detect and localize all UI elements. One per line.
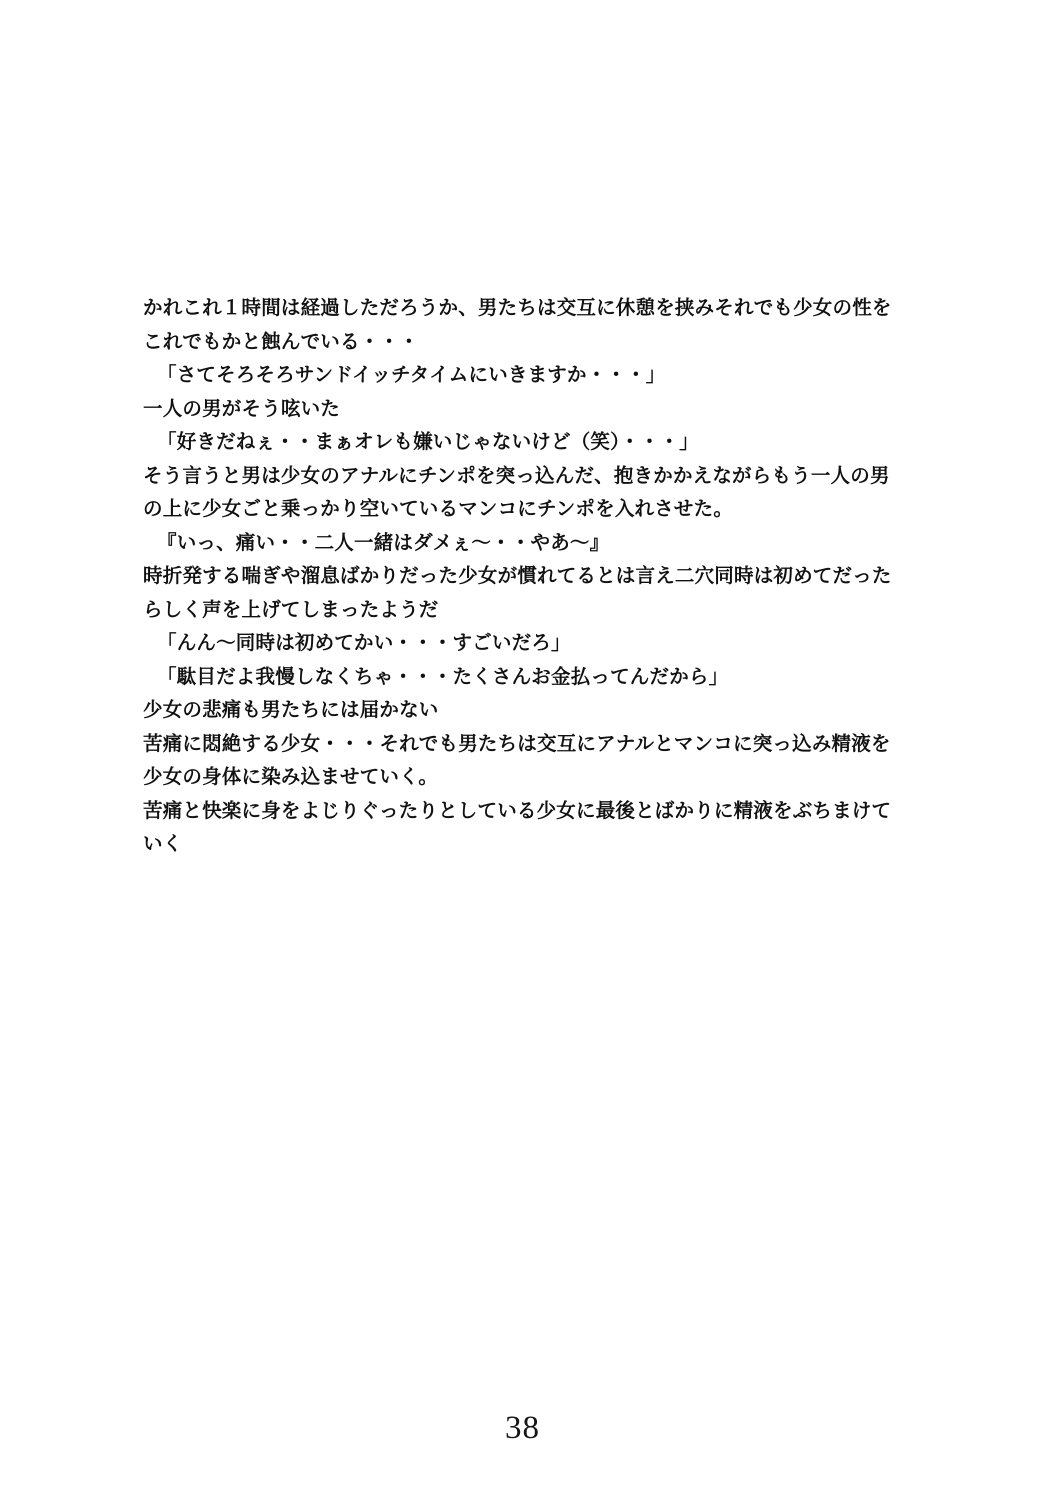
- paragraph: 「好きだねぇ・・まぁオレも嫌いじゃないけど（笑）・・・」: [157, 432, 699, 453]
- paragraph: 少女の悲痛も男たちには届かない: [143, 700, 439, 721]
- page-number: 38: [505, 1410, 540, 1446]
- paragraph: 『いっ、痛い・・二人一緒はダメぇ〜・・やあ〜』: [157, 532, 610, 554]
- paragraph: かれこれ１時間は経過しただろうか、男たちは交互に休憩を挟みそれでも少女の性をこれでもかと蝕んでいる・・・: [143, 298, 892, 353]
- paragraph: 時折発する喘ぎや溜息ばかりだった少女が慣れてるとは言え二穴同時は初めてだったらしく声を上げてしまったようだ: [143, 566, 892, 621]
- paragraph: 苦痛に悶絶する少女・・・それでも男たちは交互にアナルとマンコに突っ込み精液を少女の身体に染み込ませていく。: [143, 733, 891, 788]
- paragraph: 「駄目だよ我慢しなくちゃ・・・たくさんお金払ってんだから」: [157, 666, 729, 688]
- paragraph: 「さてそろそろサンドイッチタイムにいきますか・・・」: [157, 365, 666, 386]
- body-text-block: [143, 292, 903, 862]
- paragraph: 一人の男がそう呟いた: [143, 398, 341, 420]
- paragraph: 苦痛と快楽に身をよじりぐったりとしている少女に最後とばかりに精液をぶちまけていく: [143, 800, 892, 855]
- paragraph: そう言うと男は少女のアナルにチンポを突っ込んだ、抱きかかえながらもう一人の男の上に少女ごと乗っかり空いているマンコにチンポを入れさせた。: [143, 465, 890, 520]
- paragraph: 「んん〜同時は初めてかい・・・すごいだろ」: [157, 633, 571, 654]
